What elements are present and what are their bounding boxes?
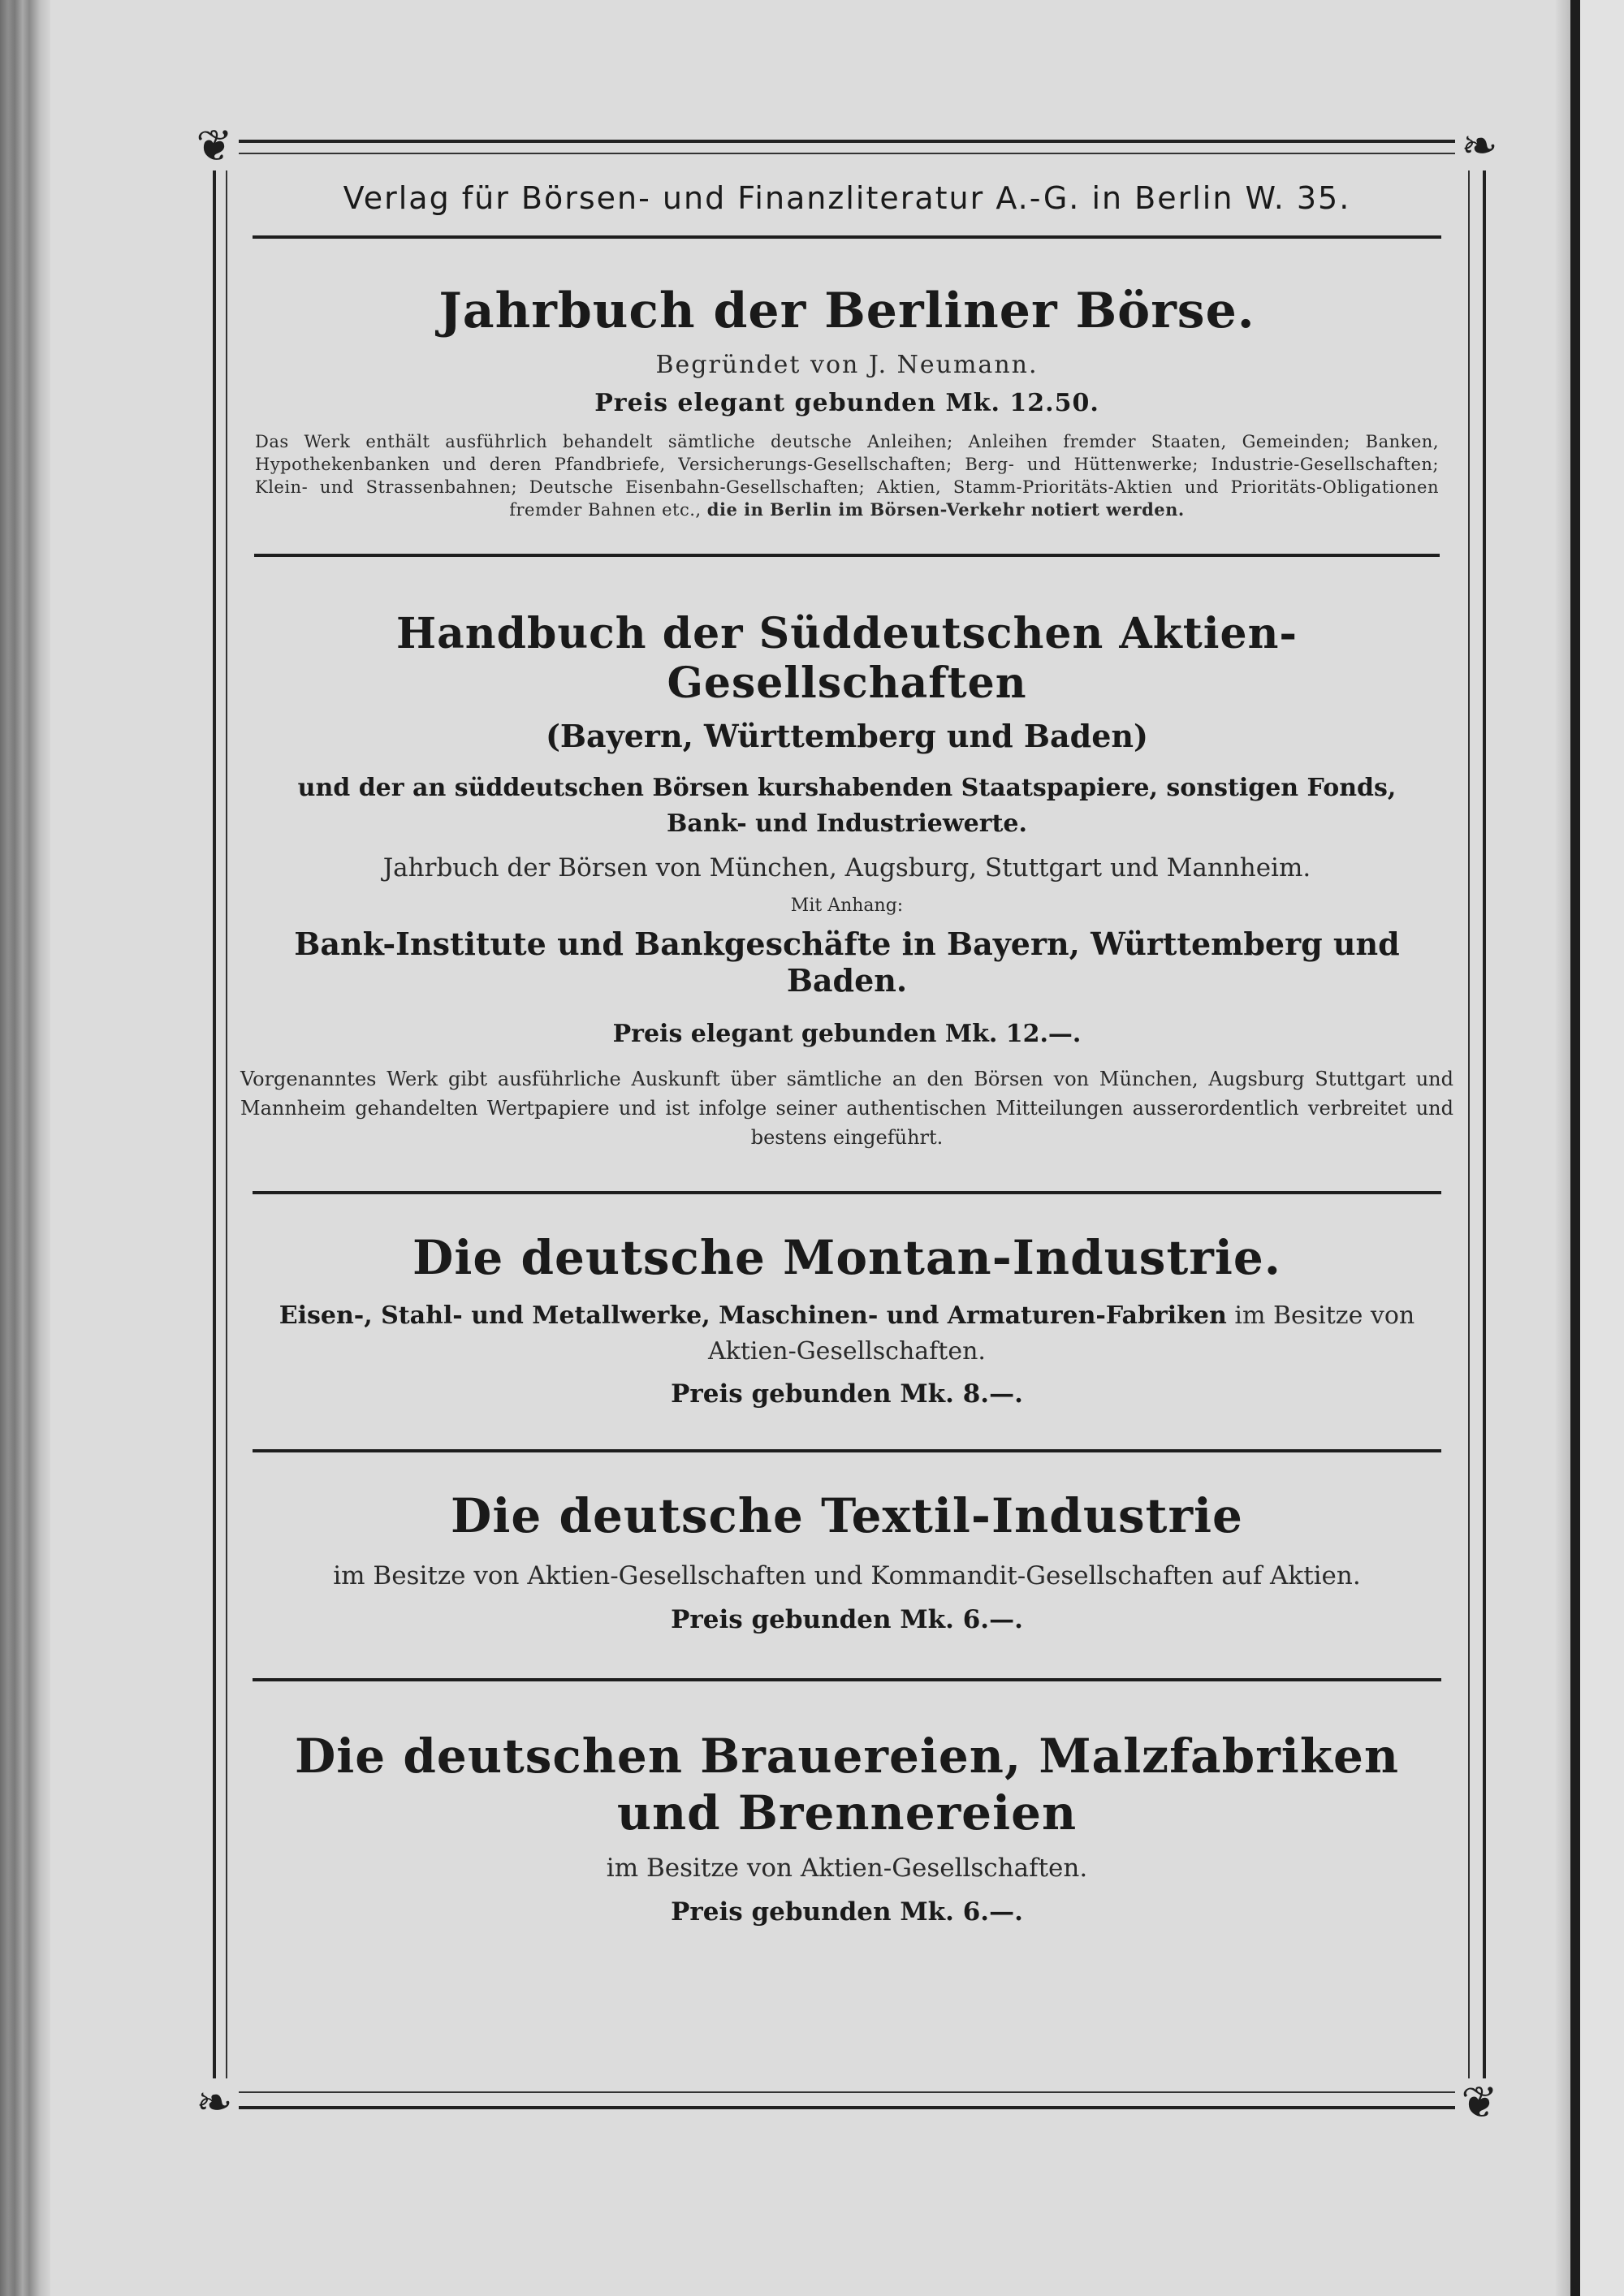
book-title: Die deutsche Textil-Industrie — [451, 1488, 1243, 1543]
book-description — [255, 430, 1439, 521]
divider — [253, 1449, 1441, 1452]
divider — [254, 554, 1440, 557]
corner-ornament-icon: ❧ — [1455, 122, 1504, 170]
book-subtitle-bold: und der an süddeutschen Börsen kurshabenden Staatspapiere, sonstigen Fonds, Bank- und Industriewerte. — [297, 774, 1397, 838]
corner-ornament-icon: ❦ — [190, 122, 239, 170]
book-subtitle: Jahrbuch der Börsen von München, Augsburg, Stuttgart und Mannheim. — [382, 853, 1311, 883]
advertisement-content — [240, 162, 1453, 1927]
book-entry-montan-industrie — [240, 1230, 1453, 1409]
book-entry-berliner-boerse — [240, 283, 1453, 521]
book-entry-brauereien — [240, 1728, 1453, 1927]
book-title: Jahrbuch der Berliner Börse. — [438, 283, 1255, 339]
corner-ornament-icon: ❦ — [1455, 2078, 1504, 2127]
book-entry-sueddeutsche-aktien — [240, 609, 1453, 1152]
book-price: Preis gebunden Mk. 6.—. — [671, 1605, 1023, 1634]
book-title: Handbuch der Süddeutschen Aktien-Gesellschaften — [395, 609, 1298, 708]
book-subtitle — [240, 1298, 1453, 1370]
appendix-title: Bank-Institute und Bankgeschäfte in Bayern, Württemberg und Baden. — [294, 926, 1400, 999]
book-price: Preis gebunden Mk. 8.—. — [671, 1379, 1023, 1409]
book-subtitle: im Besitze von Aktien-Gesellschaften und Kommandit-Gesellschaften auf Aktien. — [333, 1561, 1361, 1590]
book-subtitle: im Besitze von Aktien-Gesellschaften. — [606, 1854, 1088, 1883]
page-edge-shadow — [1556, 0, 1570, 2296]
subtitle-bold: Eisen-, Stahl- und Metallwerke, Maschinen- und Armaturen-Fabriken — [279, 1301, 1227, 1330]
page-edge-left — [0, 0, 50, 2296]
book-price: Preis elegant gebunden Mk. 12.50. — [594, 389, 1099, 417]
divider — [253, 1191, 1441, 1194]
book-entry-textil-industrie — [240, 1488, 1453, 1634]
page-edge-right — [1580, 0, 1624, 2296]
book-title: Die deutsche Montan-Industrie. — [412, 1230, 1281, 1285]
publisher-header: Verlag für Börsen- und Finanzliteratur A.-G. in Berlin W. 35. — [343, 180, 1351, 216]
appendix-label: Mit Anhang: — [790, 896, 904, 916]
book-subtitle: Begründet von J. Neumann. — [655, 351, 1039, 379]
divider — [253, 235, 1441, 239]
book-title: Die deutschen Brauereien, Malzfabriken — [294, 1728, 1400, 1784]
corner-ornament-icon: ❧ — [190, 2078, 239, 2127]
book-title-line2: und Brennereien — [616, 1785, 1078, 1841]
subtitle-plain: im Besitze von Aktien-Gesellschaften. — [708, 1301, 1415, 1366]
book-price: Preis elegant gebunden Mk. 12.—. — [612, 1020, 1082, 1048]
description-plain: Das Werk enthält ausführlich behandelt sämtliche deutsche Anleihen; Anleihen fremder Staaten, Gemeinden; Banken, Hypothekenbanken und deren Pfandbriefe, Versicherungs-Gesellschaften; Berg- und Hüttenwerke; Industrie-Gesellschaften; Klein- und Strassenbahnen; Deutsche Eisenbahn-Gesellschaften; Aktien, Stamm-Prioritäts-Aktien und Prioritäts-Obligationen fremder Bahnen etc., — [255, 432, 1439, 520]
divider — [253, 1678, 1441, 1681]
description-bold: die in Berlin im Börsen-Verkehr notiert werden. — [706, 499, 1185, 520]
book-title-line2: (Bayern, Württemberg und Baden) — [545, 718, 1149, 754]
book-price: Preis gebunden Mk. 6.—. — [671, 1897, 1023, 1927]
book-description: Vorgenanntes Werk gibt ausführliche Auskunft über sämtliche an den Börsen von München, Augsburg Stuttgart und Mannheim gehandelten Wertpapiere und ist infolge seiner authentischen Mitteilungen ausserordentlich verbreitet und bestens eingeführt. — [240, 1068, 1453, 1149]
